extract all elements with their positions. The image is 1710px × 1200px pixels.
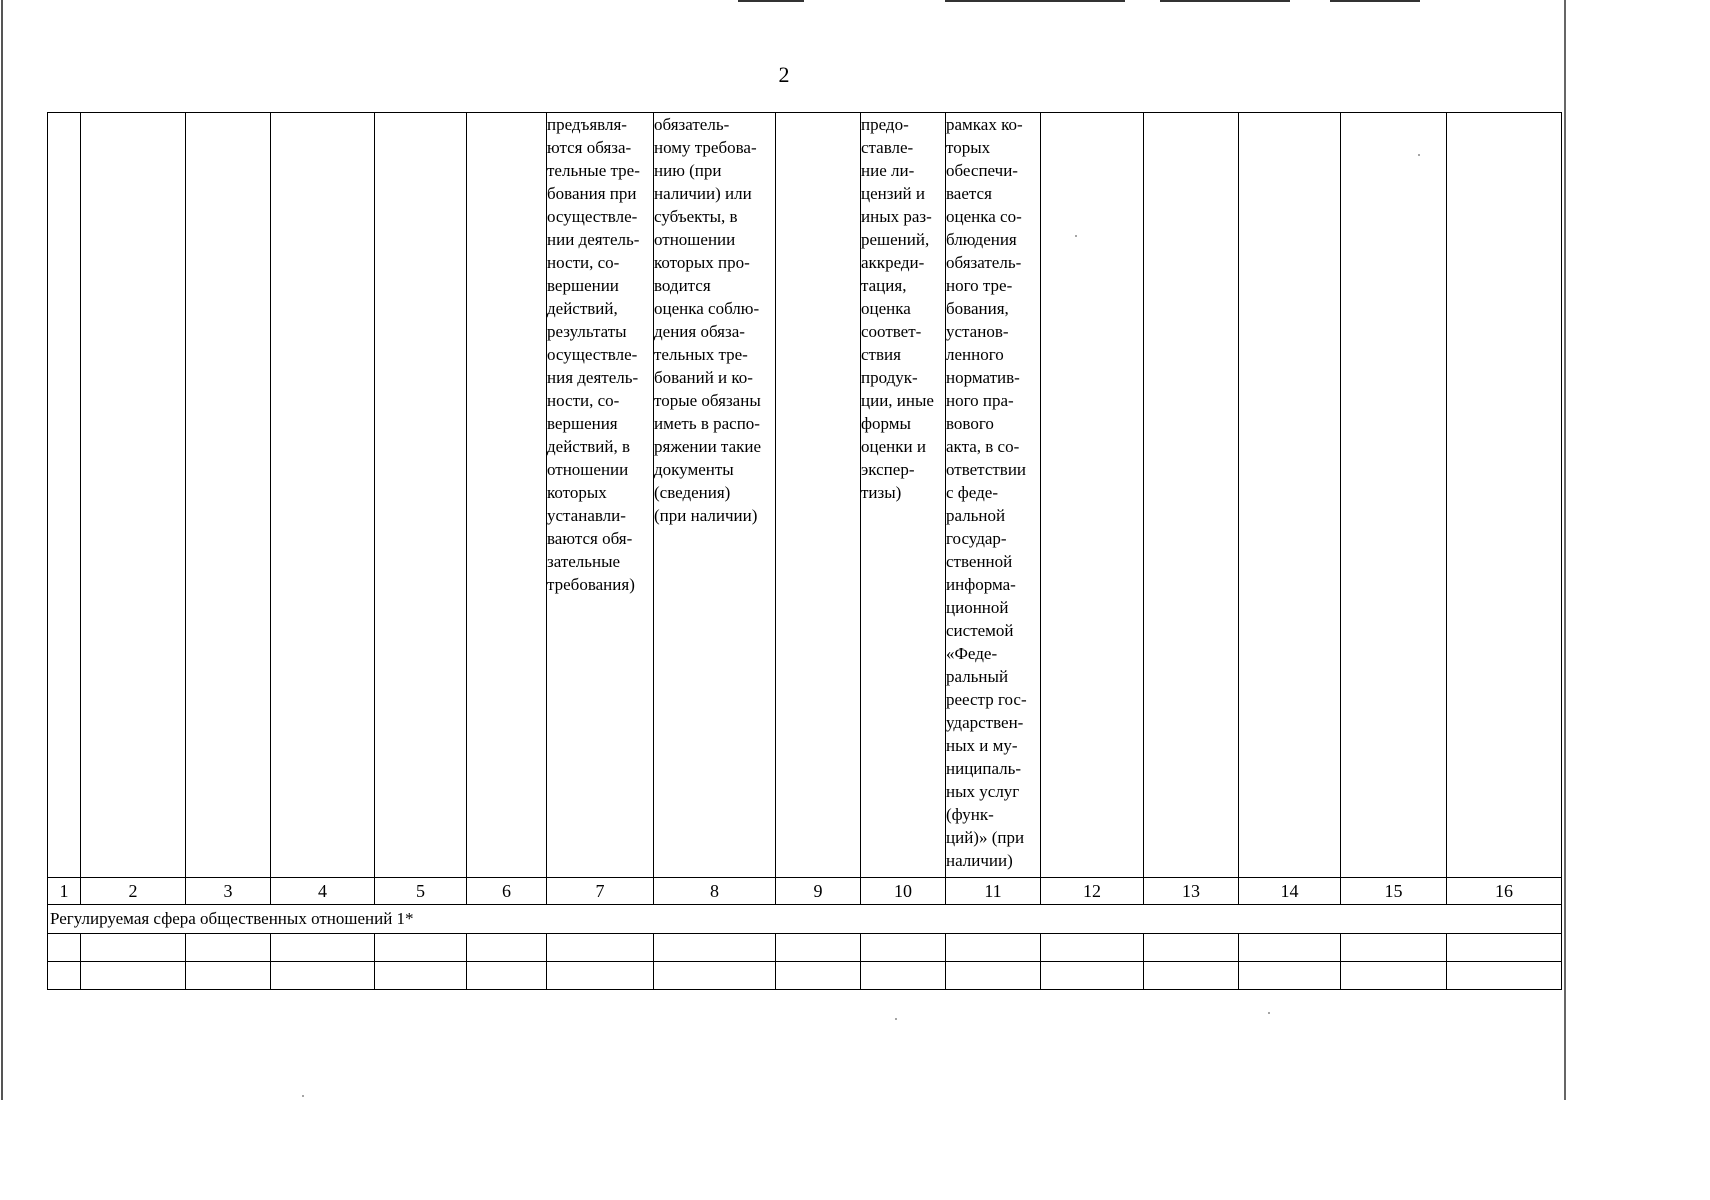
table-cell xyxy=(1144,934,1239,962)
header-cell xyxy=(186,113,271,878)
page-number: 2 xyxy=(778,62,790,87)
table-cell xyxy=(1447,934,1562,962)
table-cell xyxy=(375,934,467,962)
column-number: 16 xyxy=(1447,878,1562,905)
scan-speck xyxy=(1418,154,1420,156)
header-cell xyxy=(467,113,547,878)
scan-speck xyxy=(895,1018,897,1020)
scan-speck xyxy=(1268,1012,1270,1014)
table-cell xyxy=(1341,962,1447,990)
page-edge-right xyxy=(1564,0,1566,1100)
table-cell xyxy=(1447,962,1562,990)
column-number: 10 xyxy=(861,878,946,905)
table-cell xyxy=(81,962,186,990)
column-number: 7 xyxy=(547,878,654,905)
scan-speck xyxy=(1075,235,1077,237)
column-number: 11 xyxy=(946,878,1041,905)
section-row xyxy=(48,905,1562,934)
header-cell-col7 xyxy=(547,113,654,878)
table-cell xyxy=(467,934,547,962)
column-number: 1 xyxy=(48,878,81,905)
column-number: 12 xyxy=(1041,878,1144,905)
table-cell xyxy=(861,934,946,962)
table-cell xyxy=(186,962,271,990)
column-number: 8 xyxy=(654,878,776,905)
column-number: 3 xyxy=(186,878,271,905)
header-continuation-row xyxy=(48,113,1562,878)
column-number: 2 xyxy=(81,878,186,905)
table-cell xyxy=(1239,934,1341,962)
header-text-col7: предъявля- ются обяза- тельные тре- бования при осуществле- нии деятель- ности, со- вершении действий, результаты осуществле- ния деятель- ности, со- вершения действий, в отношении которых устанавли- ваются обя- зательные требования) xyxy=(547,115,640,594)
header-cell xyxy=(1341,113,1447,878)
header-cell xyxy=(48,113,81,878)
header-cell xyxy=(1239,113,1341,878)
header-cell xyxy=(375,113,467,878)
column-number: 15 xyxy=(1341,878,1447,905)
table-cell xyxy=(946,962,1041,990)
table-cell xyxy=(946,934,1041,962)
header-cell-col10 xyxy=(861,113,946,878)
header-text-col10: предо- ставле- ние ли- цензий и иных раз- решений, аккреди- тация, оценка соответ- ствия продук- ции, иные формы оценки и экспер- тизы) xyxy=(861,115,934,502)
table-cell xyxy=(48,934,81,962)
table-cell xyxy=(776,962,861,990)
table-cell xyxy=(654,934,776,962)
column-number: 5 xyxy=(375,878,467,905)
table-cell xyxy=(186,934,271,962)
table-cell xyxy=(654,962,776,990)
header-cell xyxy=(776,113,861,878)
column-number: 14 xyxy=(1239,878,1341,905)
header-cell xyxy=(1447,113,1562,878)
table-cell xyxy=(467,962,547,990)
table-cell xyxy=(271,962,375,990)
header-text-col8: обязатель- ному требова- нию (при наличии) или субъекты, в отношении которых про- водится оценка соблю- дения обяза- тельных тре- бований и ко- торые обязаны иметь в распо- ряжении такие документы (сведения) (при наличии) xyxy=(654,115,762,525)
header-cell xyxy=(271,113,375,878)
section-label: Регулируемая сфера общественных отношений 1* xyxy=(48,905,1562,934)
table-row xyxy=(48,934,1562,962)
table-cell xyxy=(1239,962,1341,990)
header-cell-col8 xyxy=(654,113,776,878)
table-cell xyxy=(1041,934,1144,962)
header-cell xyxy=(1144,113,1239,878)
column-number: 4 xyxy=(271,878,375,905)
table-cell xyxy=(1144,962,1239,990)
table-cell xyxy=(861,962,946,990)
table-cell xyxy=(547,962,654,990)
header-cell-col11 xyxy=(946,113,1041,878)
table-row xyxy=(48,962,1562,990)
requirements-table xyxy=(47,112,1562,990)
header-cell xyxy=(81,113,186,878)
scan-speck xyxy=(302,1095,304,1097)
table-cell xyxy=(81,934,186,962)
header-text-col11: рамках ко- торых обеспечи- вается оценка со- блюдения обязатель- ного тре- бования, установ- ленного норматив- ного пра- вового акта, в со- ответствии с феде- ральной государ- ственной информа- ционной системой «Феде- ральный реестр гос- ударствен- ных и му- ниципаль- ных услуг (функ- ций)» (при наличии) xyxy=(946,115,1027,870)
top-scan-mark xyxy=(738,0,804,2)
page-edge-left xyxy=(1,0,3,1100)
column-number: 9 xyxy=(776,878,861,905)
table-cell xyxy=(375,962,467,990)
table-cell xyxy=(271,934,375,962)
table-cell xyxy=(776,934,861,962)
table-cell xyxy=(1341,934,1447,962)
top-scan-mark xyxy=(945,0,1125,2)
column-number-row xyxy=(48,878,1562,905)
top-scan-mark xyxy=(1160,0,1290,2)
table-cell xyxy=(48,962,81,990)
column-number: 13 xyxy=(1144,878,1239,905)
top-scan-mark xyxy=(1330,0,1420,2)
header-cell xyxy=(1041,113,1144,878)
table-cell xyxy=(547,934,654,962)
table-cell xyxy=(1041,962,1144,990)
column-number: 6 xyxy=(467,878,547,905)
